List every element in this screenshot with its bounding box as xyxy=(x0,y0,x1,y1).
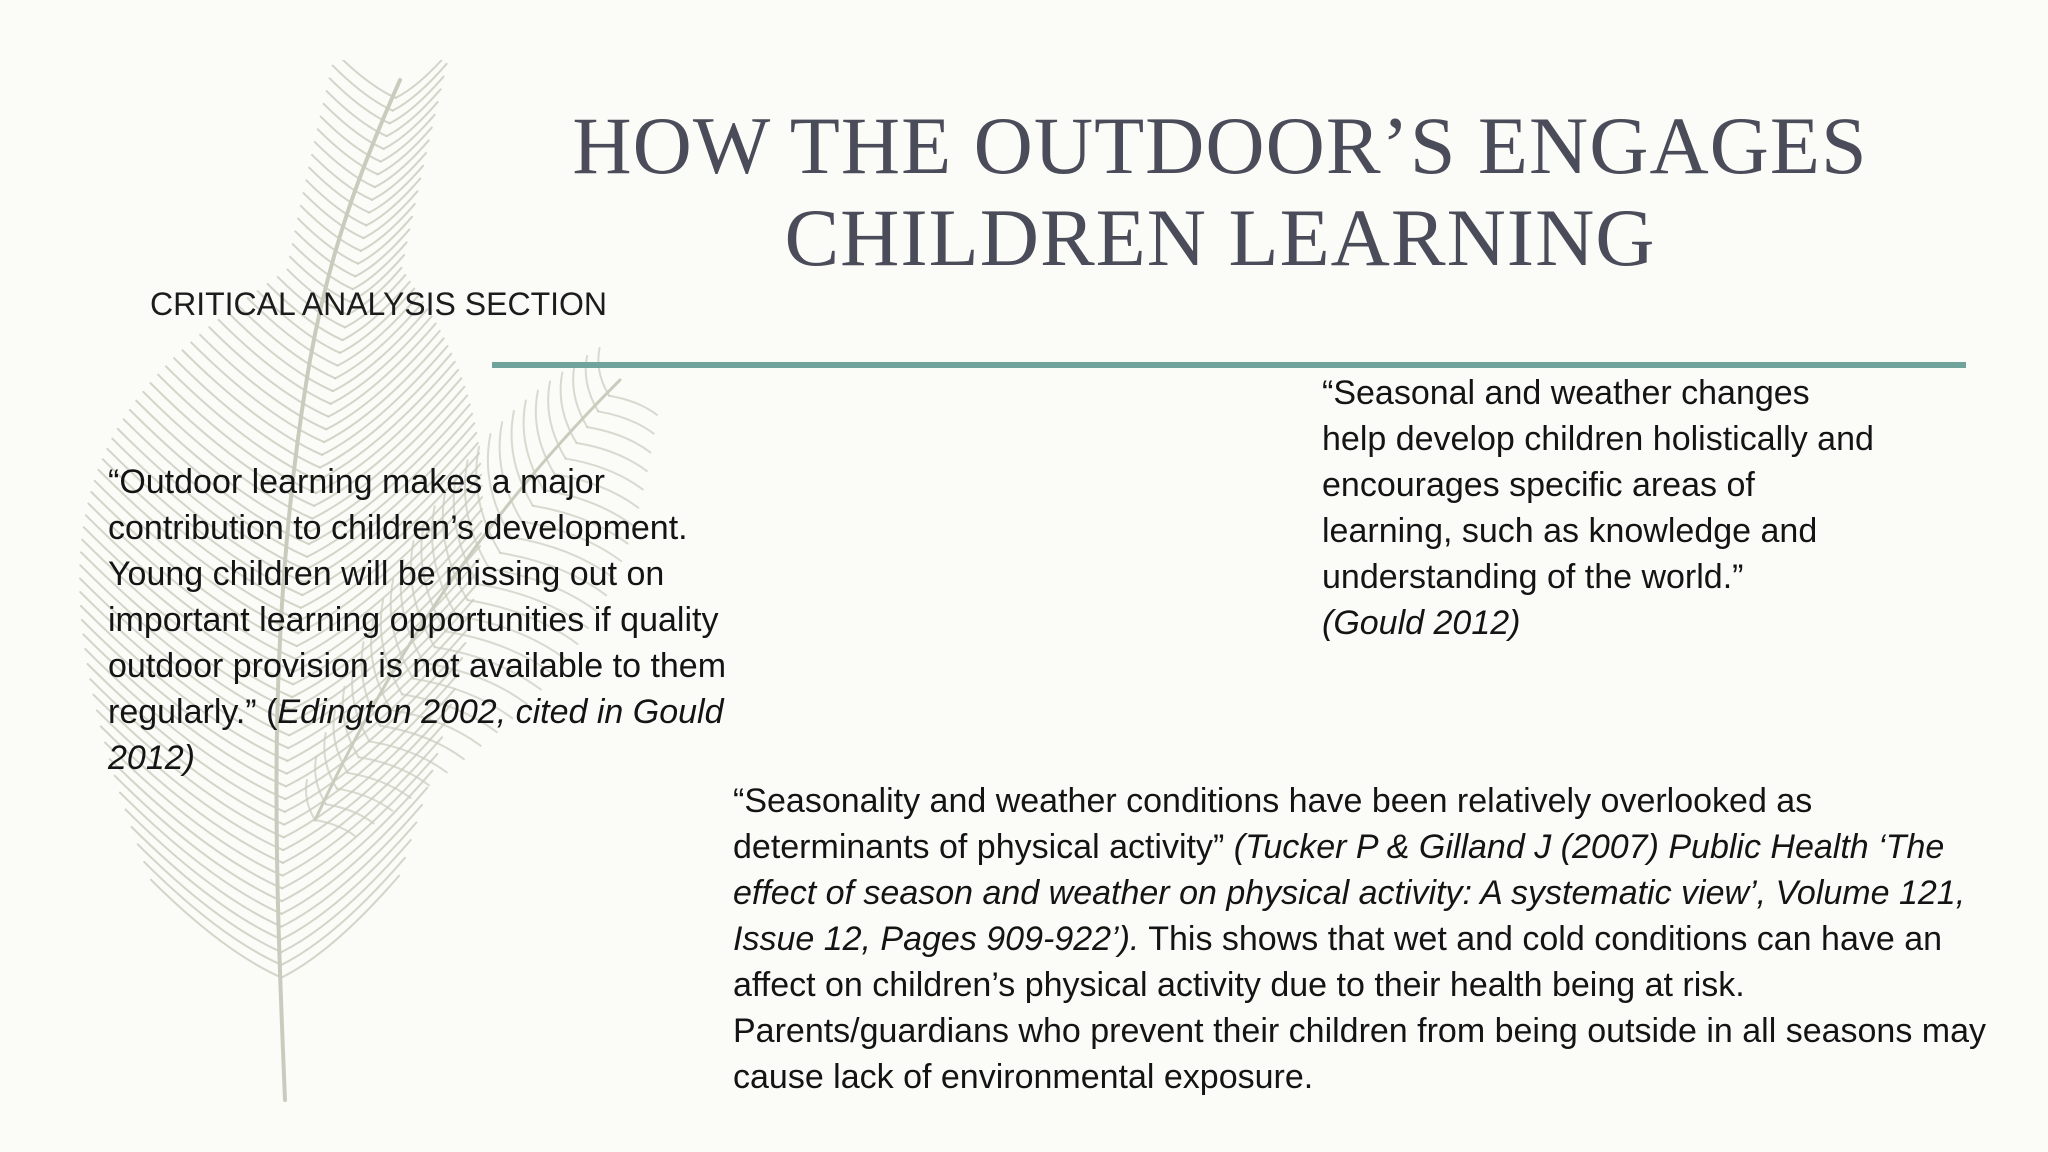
title-line-2: CHILDREN LEARNING xyxy=(784,192,1656,283)
section-label: CRITICAL ANALYSIS SECTION xyxy=(150,286,607,322)
quote-left-citation: Edington 2002, cited in Gould 2012) xyxy=(108,693,724,777)
title-line-1: HOW THE OUTDOOR’S ENGAGES xyxy=(572,100,1868,191)
quote-left-text: “Outdoor learning makes a major contribution to children’s development. Young children will be missing out on important learning opportunities if quality outdoor provision is not available to them regularly.” ( xyxy=(108,463,727,731)
analysis-citation: (Tucker P & Gilland J (2007) Public Health ‘The effect of season and weather on physical activity: A systematic view’, Volume 121, Issue 12, Pages 909-922’). xyxy=(733,828,1966,958)
quote-left xyxy=(108,459,788,781)
slide-title xyxy=(520,100,1920,284)
analysis-commentary: This shows that wet and cold conditions can have an affect on children’s physical activity due to their health being at risk. Parents/guardians who prevent their children from being outside in all seasons may cause lack of environmental exposure. xyxy=(733,920,1987,1096)
analysis-paragraph xyxy=(733,778,2003,1100)
analysis-quote: “Seasonality and weather conditions have been relatively overlooked as determinants of physical activity” xyxy=(733,782,1813,866)
quote-right-citation: (Gould 2012) xyxy=(1322,604,1521,642)
quote-right-text: “Seasonal and weather changes help develop children holistically and encourages specific areas of learning, such as knowledge and understanding of the world.” xyxy=(1322,374,1874,596)
divider-line xyxy=(492,362,1966,368)
quote-right xyxy=(1322,370,1882,646)
